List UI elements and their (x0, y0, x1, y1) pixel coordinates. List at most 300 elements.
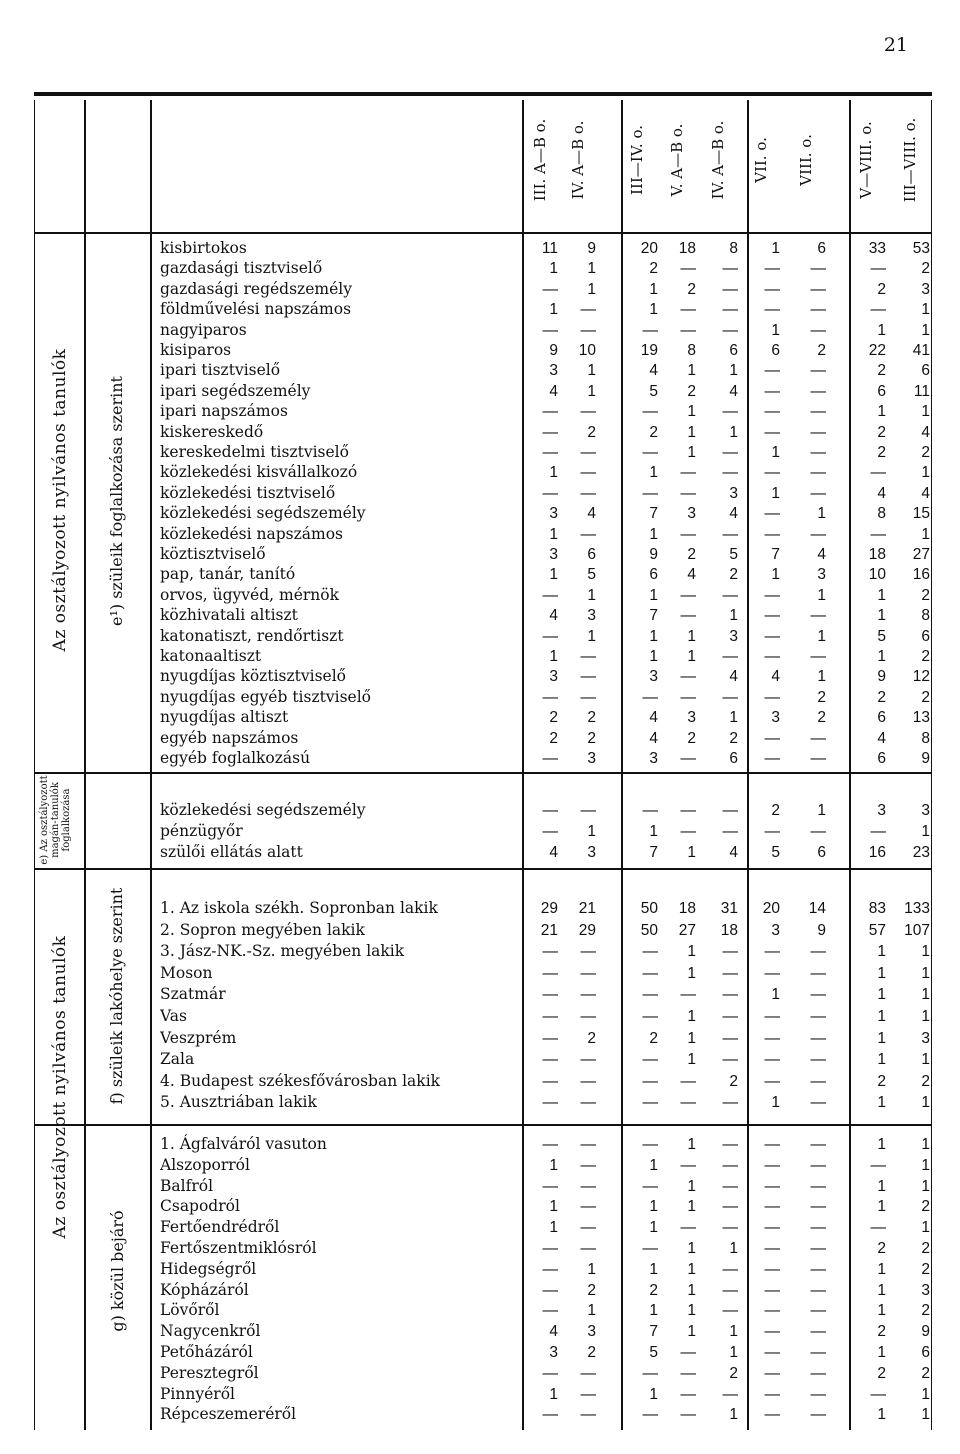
table-cell: 1 (877, 586, 886, 604)
table-cell: — (810, 823, 826, 841)
table-cell: — (542, 1051, 558, 1069)
table-cell: — (764, 729, 780, 747)
table-cell: 1 (729, 1406, 738, 1424)
table-cell: 6 (587, 546, 596, 563)
table-cell: 3 (587, 750, 596, 767)
row-label: szülői ellátás alatt (160, 843, 303, 862)
table-cell: — (810, 525, 826, 543)
table-cell: 1 (649, 301, 658, 319)
table-row (0, 381, 960, 402)
table-cell: 4 (549, 1323, 558, 1341)
table-cell: — (764, 688, 780, 706)
table-cell: — (764, 607, 780, 625)
column-header: IV. A—B o. (569, 120, 587, 200)
table-cell: — (764, 586, 780, 604)
table-cell: 2 (877, 1240, 886, 1257)
table-cell: 1 (877, 1051, 886, 1069)
table-cell: — (810, 321, 826, 339)
table-cell: — (810, 1344, 826, 1361)
table-cell: 4 (729, 668, 738, 686)
row-label: 2. Sopron megyében lakik (160, 920, 365, 939)
table-cell: — (580, 444, 596, 461)
table-cell: — (722, 403, 738, 421)
table-cell: 1 (649, 525, 658, 543)
table-row (0, 503, 960, 524)
table-cell: 19 (640, 342, 658, 359)
table-row (0, 800, 960, 821)
table-cell: — (722, 1008, 738, 1025)
table-cell: 9 (817, 921, 826, 939)
table-cell: 9 (549, 342, 558, 359)
table-cell: 1 (587, 382, 596, 400)
table-cell: 2 (649, 260, 658, 278)
row-label: Kópházáról (160, 1280, 249, 1299)
table-cell: — (810, 464, 826, 482)
table-cell: — (764, 1260, 780, 1278)
table-cell: 1 (687, 1323, 696, 1341)
table-cell: — (580, 986, 596, 1004)
row-label: közlekedési tisztviselő (160, 483, 336, 502)
table-cell: — (764, 260, 780, 278)
table-cell: — (722, 823, 738, 841)
table-row (0, 360, 960, 381)
table-cell: — (680, 260, 696, 278)
table-cell: — (680, 802, 696, 819)
table-cell: — (580, 1051, 596, 1069)
table-row (0, 1155, 960, 1176)
table-cell: — (642, 321, 658, 339)
table-cell: 20 (762, 900, 780, 917)
table-row (0, 1259, 960, 1280)
table-cell: 1 (587, 1302, 596, 1320)
table-cell: — (580, 802, 596, 819)
table-cell: 1 (687, 1260, 696, 1278)
table-cell: 8 (729, 240, 738, 257)
table-cell: — (810, 403, 826, 421)
table-cell: — (810, 1051, 826, 1069)
table-cell: — (810, 1302, 826, 1320)
table-row (0, 728, 960, 749)
table-cell: — (542, 1406, 558, 1424)
table-cell: 13 (912, 709, 930, 727)
row-label: Alszoporról (160, 1155, 250, 1174)
row-label: gazdasági regédszemély (160, 279, 352, 298)
row-label: nyugdíjas köztisztviselő (160, 667, 347, 686)
table-cell: 1 (549, 464, 558, 482)
row-label: köztisztviselő (160, 545, 266, 563)
table-row (0, 544, 960, 565)
table-cell: 3 (921, 1281, 930, 1299)
table-cell: 1 (649, 627, 658, 645)
row-label: Zala (160, 1050, 195, 1069)
table-cell: — (580, 943, 596, 961)
table-cell: 1 (921, 525, 930, 543)
table-cell: — (810, 280, 826, 298)
table-cell: 2 (687, 280, 696, 298)
table-cell: 1 (687, 1198, 696, 1216)
page-number: 21 (883, 34, 908, 56)
table-cell: — (810, 1385, 826, 1403)
table-cell: 4 (649, 709, 658, 727)
table-cell: 3 (587, 607, 596, 625)
table-cell: — (580, 1156, 596, 1174)
table-cell: 9 (877, 668, 886, 686)
table-cell: — (580, 1219, 596, 1237)
table-cell: 27 (678, 921, 696, 939)
table-cell: — (722, 1385, 738, 1403)
table-cell: 3 (649, 750, 658, 767)
table-cell: 21 (540, 921, 558, 939)
table-cell: — (764, 423, 780, 441)
table-cell: 1 (549, 260, 558, 278)
table-cell: — (642, 1051, 658, 1069)
table-cell: — (722, 1260, 738, 1278)
table-cell: — (680, 750, 696, 767)
table-cell: 2 (587, 423, 596, 441)
column-header: III. A—B o. (531, 118, 549, 202)
table-cell: 1 (921, 986, 930, 1004)
table-cell: 2 (729, 729, 738, 747)
table-cell: 6 (877, 750, 886, 767)
table-cell: 1 (771, 321, 780, 339)
table-cell: 1 (649, 1260, 658, 1278)
row-label: 1. Ágfalváról vasuton (160, 1135, 327, 1153)
table-cell: 11 (913, 382, 930, 400)
row-label: kiskereskedő (160, 422, 264, 441)
table-cell: — (722, 444, 738, 461)
table-cell: 3 (921, 280, 930, 298)
table-cell: — (764, 1072, 780, 1090)
table-cell: — (542, 484, 558, 502)
table-cell: — (642, 986, 658, 1004)
table-cell: 1 (771, 1094, 780, 1112)
table-cell: 1 (687, 844, 696, 862)
table-cell: 1 (771, 566, 780, 584)
row-label: Peresztegről (160, 1363, 259, 1382)
table-cell: 1 (817, 668, 826, 686)
table-cell: 1 (877, 1094, 886, 1112)
table-cell: 4 (549, 382, 558, 400)
table-cell: 3 (687, 709, 696, 727)
table-cell: 1 (687, 1281, 696, 1299)
top-rule (34, 92, 932, 96)
row-label: Csapodról (160, 1197, 240, 1216)
table-row (0, 1071, 960, 1092)
table-row (0, 748, 960, 769)
table-cell: 1 (549, 1219, 558, 1237)
table-cell: 3 (921, 1029, 930, 1047)
table-cell: 3 (771, 921, 780, 939)
table-cell: — (580, 1008, 596, 1025)
table-cell: 4 (921, 423, 930, 441)
table-row (0, 1217, 960, 1238)
table-cell: 2 (921, 444, 930, 461)
table-cell: — (722, 943, 738, 961)
table-row (0, 1300, 960, 1321)
table-row (0, 1092, 960, 1113)
table-row (0, 1321, 960, 1342)
table-cell: — (722, 1029, 738, 1047)
table-cell: 1 (921, 1219, 930, 1237)
table-cell: — (764, 301, 780, 319)
table-cell: 7 (771, 546, 780, 563)
table-cell: — (870, 823, 886, 841)
table-cell: 21 (578, 900, 596, 917)
column-header: V—VIII. o. (857, 121, 875, 199)
table-cell: — (680, 607, 696, 625)
table-cell: 1 (549, 648, 558, 665)
table-cell: — (810, 382, 826, 400)
table-cell: 83 (868, 900, 886, 917)
table-cell: 14 (808, 900, 826, 917)
table-cell: 1 (687, 627, 696, 645)
table-cell: 1 (549, 301, 558, 319)
table-cell: — (722, 1281, 738, 1299)
table-row (0, 238, 960, 259)
table-cell: — (810, 607, 826, 625)
table-cell: — (764, 627, 780, 645)
table-cell: — (642, 943, 658, 961)
table-cell: — (580, 964, 596, 982)
table-cell: — (764, 1156, 780, 1174)
table-row (0, 842, 960, 863)
table-cell: — (642, 802, 658, 819)
table-row (0, 442, 960, 463)
table-cell: — (722, 1051, 738, 1069)
table-cell: — (680, 668, 696, 686)
table-cell: — (764, 464, 780, 482)
table-cell: — (764, 1136, 780, 1153)
table-cell: 2 (817, 709, 826, 727)
table-cell: — (642, 1364, 658, 1382)
table-cell: 4 (877, 729, 886, 747)
table-cell: 1 (877, 1260, 886, 1278)
table-cell: 2 (921, 586, 930, 604)
table-row (0, 666, 960, 687)
table-cell: 33 (868, 240, 886, 257)
table-cell: — (810, 362, 826, 380)
table-cell: 1 (649, 280, 658, 298)
table-cell: — (542, 1029, 558, 1047)
table-row (0, 920, 960, 941)
table-cell: — (810, 444, 826, 461)
table-cell: — (764, 1281, 780, 1299)
table-cell: — (642, 1072, 658, 1090)
table-cell: — (810, 1323, 826, 1341)
table-cell: 11 (541, 240, 558, 257)
table-cell: 7 (649, 607, 658, 625)
table-row (0, 401, 960, 422)
table-row (0, 707, 960, 728)
table-cell: — (680, 688, 696, 706)
table-cell: 2 (877, 1323, 886, 1341)
table-cell: 6 (877, 709, 886, 727)
table-cell: 1 (587, 260, 596, 278)
table-cell: — (542, 280, 558, 298)
table-cell: — (810, 943, 826, 961)
table-cell: — (580, 1072, 596, 1090)
table-cell: 2 (921, 1240, 930, 1257)
table-cell: 3 (549, 505, 558, 523)
table-row (0, 1280, 960, 1301)
table-cell: 1 (921, 1008, 930, 1025)
table-cell: 133 (904, 900, 930, 917)
table-row (0, 483, 960, 504)
table-cell: 1 (687, 1029, 696, 1047)
table-cell: — (542, 986, 558, 1004)
table-cell: 1 (687, 1177, 696, 1195)
table-cell: 1 (649, 1156, 658, 1174)
table-cell: 9 (921, 1323, 930, 1341)
table-cell: — (810, 986, 826, 1004)
table-cell: — (580, 484, 596, 502)
table-cell: 1 (921, 464, 930, 482)
table-cell: 4 (729, 844, 738, 862)
row-label: katonaaltiszt (160, 647, 262, 665)
table-cell: 4 (649, 362, 658, 380)
table-cell: 8 (877, 505, 886, 523)
section-g-title: g) közül bejáró (108, 1210, 127, 1332)
table-cell: 1 (687, 1240, 696, 1257)
table-row (0, 340, 960, 361)
table-cell: — (722, 964, 738, 982)
row-label: közlekedési kisvállalkozó (160, 463, 358, 482)
table-cell: 1 (687, 1136, 696, 1153)
table-cell: 18 (678, 240, 696, 257)
table-cell: 1 (877, 943, 886, 961)
table-cell: 1 (687, 403, 696, 421)
table-row (0, 1028, 960, 1049)
table-cell: — (642, 1177, 658, 1195)
table-cell: — (542, 1281, 558, 1299)
table-cell: — (722, 1198, 738, 1216)
table-cell: — (810, 1094, 826, 1112)
table-cell: — (810, 729, 826, 747)
table-cell: 1 (921, 301, 930, 319)
table-cell: — (580, 668, 596, 686)
table-cell: 3 (687, 505, 696, 523)
section-f-title: f) szüleik lakóhelye szerint (107, 887, 126, 1105)
table-cell: — (680, 823, 696, 841)
table-cell: 1 (587, 586, 596, 604)
table-cell: 1 (687, 648, 696, 665)
table-cell: — (542, 403, 558, 421)
table-cell: — (542, 964, 558, 982)
table-cell: 1 (687, 362, 696, 380)
row-label: Petőházáról (160, 1343, 253, 1361)
table-cell: 2 (921, 648, 930, 665)
table-cell: — (680, 586, 696, 604)
table-cell: 1 (877, 1177, 886, 1195)
table-cell: — (764, 382, 780, 400)
table-cell: 1 (921, 943, 930, 961)
table-cell: — (642, 484, 658, 502)
table-cell: 2 (729, 1072, 738, 1090)
table-cell: 18 (720, 921, 738, 939)
table-cell: — (680, 525, 696, 543)
table-cell: — (580, 1406, 596, 1424)
table-cell: 1 (729, 1323, 738, 1341)
table-cell: — (680, 301, 696, 319)
table-row (0, 626, 960, 647)
table-cell: 1 (729, 1240, 738, 1257)
table-row (0, 279, 960, 300)
table-cell: — (580, 1364, 596, 1382)
column-header: V. A—B o. (668, 123, 686, 197)
table-cell: 1 (817, 802, 826, 819)
table-cell: — (642, 1008, 658, 1025)
table-cell: 2 (817, 342, 826, 359)
table-cell: 1 (729, 423, 738, 441)
table-cell: 2 (649, 1281, 658, 1299)
table-row (0, 1404, 960, 1425)
row-label: Nagycenkről (160, 1322, 261, 1341)
table-cell: 1 (587, 1260, 596, 1278)
table-row (0, 646, 960, 667)
table-cell: 1 (687, 444, 696, 461)
table-cell: 1 (687, 964, 696, 982)
table-cell: — (810, 1281, 826, 1299)
table-cell: 1 (649, 1302, 658, 1320)
table-cell: — (542, 1008, 558, 1025)
table-cell: 15 (912, 505, 930, 523)
table-cell: — (722, 1219, 738, 1237)
row-label: Veszprém (160, 1028, 237, 1047)
table-cell: — (764, 1302, 780, 1320)
table-cell: — (870, 301, 886, 319)
table-cell: 1 (649, 1385, 658, 1403)
table-cell: 1 (771, 240, 780, 257)
table-cell: 2 (921, 1198, 930, 1216)
table-cell: — (810, 484, 826, 502)
row-label: 4. Budapest székesfővárosban lakik (160, 1071, 441, 1090)
table-cell: 18 (868, 546, 886, 563)
column-header: IV. A—B o. (709, 120, 727, 200)
table-cell: 1 (729, 709, 738, 727)
table-cell: 4 (729, 382, 738, 400)
table-cell: — (722, 986, 738, 1004)
table-cell: 5 (877, 627, 886, 645)
table-cell: — (870, 1219, 886, 1237)
table-cell: 41 (912, 342, 930, 359)
table-cell: 2 (877, 1364, 886, 1382)
table-cell: 1 (649, 586, 658, 604)
table-cell: 4 (921, 484, 930, 502)
table-row (0, 299, 960, 320)
table-cell: 2 (687, 729, 696, 747)
table-cell: 1 (687, 423, 696, 441)
table-cell: — (764, 1323, 780, 1341)
table-cell: — (542, 943, 558, 961)
table-cell: 1 (587, 627, 596, 645)
table-cell: 4 (729, 505, 738, 523)
row-label: közlekedési segédszemély (160, 504, 366, 523)
table-cell: 1 (877, 1008, 886, 1025)
table-cell: 1 (649, 1198, 658, 1216)
table-cell: — (764, 750, 780, 767)
table-cell: 1 (921, 964, 930, 982)
table-cell: 1 (877, 1198, 886, 1216)
table-cell: — (542, 750, 558, 767)
group-title-top: Az osztályozott nyilvános tanulók (50, 348, 70, 652)
table-cell: — (810, 1029, 826, 1047)
row-label: egyéb napszámos (160, 728, 299, 747)
column-header: III—VIII. o. (901, 117, 919, 203)
table-cell: 2 (877, 280, 886, 298)
table-row (0, 1049, 960, 1070)
table-cell: — (764, 1029, 780, 1047)
row-label: ipari segédszemély (160, 381, 311, 400)
